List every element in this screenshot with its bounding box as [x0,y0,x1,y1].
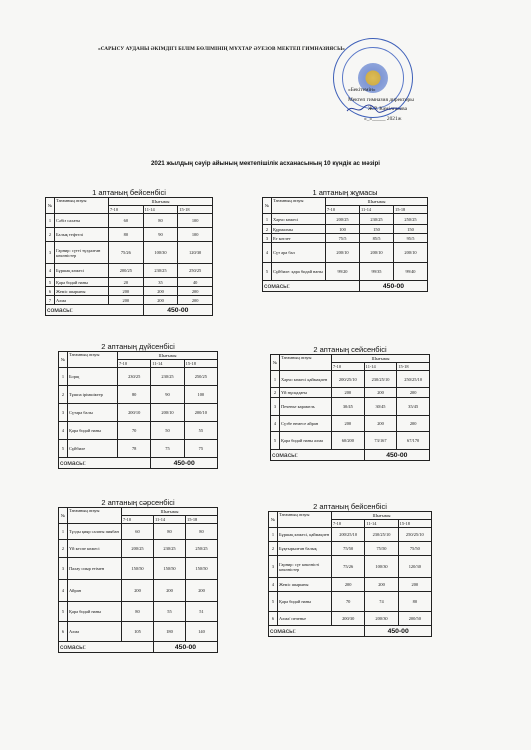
portion-value: 60/200 [332,432,365,450]
total-label: сомасы: [59,458,151,469]
portion-value: 75 [151,440,184,458]
approval-line-1: «Бекітемін» [348,87,376,93]
table-row [269,528,432,542]
age-group-header: 7-10 [326,206,360,214]
dish-name: Жеміс шырыны [55,287,109,296]
portion-value: 80 [143,214,178,228]
age-group-header: 7-10 [332,520,365,528]
dish-name: Сүзбе немесе айран [280,416,332,432]
table-row [46,242,213,264]
portion-value: 20 [109,278,144,287]
row-number: 3 [46,242,55,264]
portion-value: 200 [122,580,154,602]
dish-name: Қара бидай наны алма [280,432,332,450]
menu-block [262,188,428,292]
row-number: 5 [46,278,55,287]
portion-value: 150/50 [154,558,186,580]
table-row [269,578,432,592]
row-number: 2 [59,386,68,404]
portion-value: 230/25 [118,368,151,386]
portion-value: 250/25 [184,368,217,386]
table-row [269,556,432,578]
table-row [59,558,218,580]
dish-name: Алма [55,296,109,305]
portion-value: 230/25 [154,540,186,558]
row-number: 1 [271,371,280,388]
table-row [269,542,432,556]
total-row [46,305,213,316]
portion-value: 200 [398,578,431,592]
row-number: 3 [269,556,278,578]
col-portion-header: Шығымы [122,508,218,516]
portion-value: 80 [154,524,186,540]
row-number: 2 [46,228,55,242]
age-group-header: 15-18 [184,360,217,368]
table-row [59,368,218,386]
menu-table-slot [58,507,218,653]
portion-value: 95/5 [394,234,428,243]
portion-value: 200/10 [360,243,394,263]
row-number: 7 [46,296,55,305]
row-number: 6 [46,287,55,296]
table-row [263,225,428,234]
total-value: 450-00 [364,450,429,461]
col-portion-header: Шығымы [109,198,213,206]
portion-value: 35 [143,278,178,287]
menu-block [45,188,213,316]
portion-value: 150 [360,225,394,234]
col-portion-header: Шығымы [332,355,430,363]
portion-value: 200/25 [326,214,360,225]
menu-table-slot [270,354,430,461]
age-group-header: 7-10 [122,516,154,524]
portion-value: 200 [154,580,186,602]
dish-name: Борщ [68,368,118,386]
table-row [271,398,430,416]
portion-value: 200/30 [365,612,398,626]
portion-value: 200 [178,287,213,296]
portion-value: 200 [109,296,144,305]
portion-value: 99/20 [326,263,360,281]
dish-name: Үй нұсқадағы [280,388,332,398]
portion-value: 80 [118,386,151,404]
portion-value: 200 [332,578,365,592]
day-heading: 1 аптаның бейсенбісі [92,188,166,197]
row-number: 1 [269,528,278,542]
table-row [263,243,428,263]
dish-name: Харчо көжесі қаймақпен [280,371,332,388]
age-group-header: 7-10 [332,363,365,371]
dish-name: Гарнир: сүтті тұздалған көкөністер [55,242,109,264]
dish-name: Сүт ара бал [272,243,326,263]
age-group-header: 15-18 [186,516,218,524]
table-row [46,228,213,242]
col-name-header: Тағамның атауы [68,508,122,524]
row-number: 5 [59,440,68,458]
menu-table [58,351,218,469]
dish-name: Сүтара балы [68,404,118,422]
total-value: 450-00 [365,626,432,637]
dish-name: Харчо көжесі [272,214,326,225]
portion-value: 30/45 [364,398,397,416]
approval-line-3: Ж.Р. Кәмілғазова [368,106,408,112]
portion-value: 99/40 [394,263,428,281]
row-number: 5 [269,592,278,612]
dish-name: Қара бидай наны [68,422,118,440]
menu-table-slot [58,351,218,469]
portion-value: 200 [364,388,397,398]
table-row [59,440,218,458]
col-name-header: Тағамның атауы [272,198,326,214]
age-group-header: 11-14 [365,520,398,528]
portion-value: 100 [178,228,213,242]
menu-table [268,511,432,637]
col-portion-header: Шығымы [332,512,432,520]
portion-value: 200 [332,416,365,432]
portion-value: 200/10 [118,404,151,422]
row-number: 2 [59,540,68,558]
table-row [59,386,218,404]
dish-name: Гарнир: сүт көкөністі көкөністер [278,556,332,578]
col-name-header: Тағамның атауы [278,512,332,528]
total-label: сомасы: [271,450,365,461]
table-row [271,371,430,388]
portion-value: 200/10 [326,243,360,263]
row-number: 1 [263,214,272,225]
dish-name: Печенье карамель [280,398,332,416]
dish-name: Үй кеспе көжесі [68,540,122,558]
portion-value: 99/35 [360,263,394,281]
dish-name: Жеміс шырыны [278,578,332,592]
portion-value: 80 [186,524,218,540]
table-row [271,388,430,398]
total-value: 450-00 [154,642,218,653]
portion-value: 200/50 [398,612,431,626]
dish-name: Бұршақ көжесі, қаймақпен [278,528,332,542]
dish-name: Сәбіз салаты [55,214,109,228]
portion-value: 30/45 [332,398,365,416]
row-number: 4 [59,580,68,602]
day-heading: 2 аптаның сәрсенбісі [101,498,175,507]
menu-block [58,342,218,469]
row-number: 4 [59,422,68,440]
dish-name: Құрмалмы [272,225,326,234]
school-header: «САРЫСУ АУДАНЫ ӘКІМДІГІ БІЛІМ БӨЛІМІНІҢ МҰХТАР ӘУЕЗОВ МЕКТЕП ГИМНАЗИЯСЫ» [98,46,345,52]
menu-table [262,197,428,292]
dish-name: Алма [68,622,122,642]
portion-value: 200 [143,296,178,305]
approval-line-2: Мектеп гимназия директоры [348,96,414,103]
portion-value: 250/25/10 [398,528,431,542]
col-name-header: Тағамның атауы [68,352,118,368]
dish-name: Ет котлет [272,234,326,243]
col-number-header: № [59,352,68,368]
portion-value: 200 [178,296,213,305]
dish-name: Балық тефтелі [55,228,109,242]
dish-name: Сұйбиле [68,440,118,458]
table-row [46,264,213,278]
dish-name: Палау сиыр етімен [68,558,122,580]
col-number-header: № [59,508,68,524]
portion-value: 120/30 [178,242,213,264]
row-number: 2 [271,388,280,398]
col-number-header: № [269,512,278,528]
menu-block [268,502,432,637]
dish-name: Бұршақ көжесі [55,264,109,278]
table-row [59,422,218,440]
portion-value: 250/25 [186,540,218,558]
dish-name: Айран [68,580,122,602]
age-group-header: 15-18 [394,206,428,214]
dish-name: Алма/ печенье [278,612,332,626]
portion-value: 150 [394,225,428,234]
portion-value: 230/25/10 [365,528,398,542]
portion-value: 200 [365,578,398,592]
menu-block [270,345,430,461]
portion-value: 230/25 [151,368,184,386]
portion-value: 250/25/10 [397,371,430,388]
col-name-header: Тағамның атауы [55,198,109,214]
menu-title: 2021 жылдың сәуір айының мектепішілік асханасының 10 күндік ас мәзірі [150,160,380,167]
portion-value: 70 [118,422,151,440]
portion-value: 120/30 [398,556,431,578]
row-number: 2 [269,542,278,556]
row-number: 3 [59,558,68,580]
table-row [271,432,430,450]
portion-value: 200 [332,388,365,398]
row-number: 4 [263,243,272,263]
row-number: 3 [59,404,68,422]
portion-value: 75/50 [332,542,365,556]
row-number: 4 [271,416,280,432]
age-group-header: 7-10 [118,360,151,368]
portion-value: 100 [184,386,217,404]
total-label: сомасы: [269,626,365,637]
portion-value: 90 [151,386,184,404]
portion-value: 51 [186,602,218,622]
portion-value: 75 [184,440,217,458]
total-value: 450-00 [143,305,212,316]
portion-value: 75/50 [365,542,398,556]
day-heading: 2 аптаның сейсенбісі [313,345,387,354]
portion-value: 105 [122,622,154,642]
row-number: 5 [59,602,68,622]
total-label: сомасы: [59,642,154,653]
menu-table-slot [45,197,213,316]
row-number: 3 [271,398,280,416]
age-group-header: 11-14 [364,363,397,371]
table-row [46,296,213,305]
menu-table-slot [268,511,432,637]
row-number: 5 [271,432,280,450]
total-row [59,642,218,653]
portion-value: 200/10 [151,404,184,422]
portion-value: 90 [143,228,178,242]
table-row [269,612,432,626]
portion-value: 35/45 [397,398,430,416]
age-group-header: 11-14 [154,516,186,524]
portion-value: 80 [122,602,154,622]
age-group-header: 7-10 [109,206,144,214]
row-number: 5 [263,263,272,281]
portion-value: 85/5 [360,234,394,243]
total-row [59,458,218,469]
portion-value: 250/25 [394,214,428,225]
menu-table [58,507,218,653]
row-number: 4 [269,578,278,592]
portion-value: 40 [178,278,213,287]
portion-value: 67/170 [397,432,430,450]
portion-value: 200/25/10 [332,528,365,542]
portion-value: 200/30 [332,612,365,626]
portion-value: 75/26 [109,242,144,264]
menu-table [270,354,430,461]
menu-table [45,197,213,316]
col-number-header: № [271,355,280,371]
portion-value: 200 [109,287,144,296]
table-row [271,416,430,432]
table-row [59,580,218,602]
signature [345,102,405,116]
portion-value: 80 [398,592,431,612]
col-portion-header: Шығымы [326,198,428,206]
portion-value: 75/50 [398,542,431,556]
portion-value: 55 [154,602,186,622]
table-row [59,524,218,540]
portion-value: 200 [364,416,397,432]
portion-value: 150/50 [186,558,218,580]
dish-name: Сұйбиле: қара бидай наны [272,263,326,281]
row-number: 6 [59,622,68,642]
table-row [269,592,432,612]
table-row [263,263,428,281]
table-row [46,278,213,287]
row-number: 3 [263,234,272,243]
row-number: 4 [46,264,55,278]
total-row [269,626,432,637]
portion-value: 60 [109,214,144,228]
table-row [46,287,213,296]
portion-value: 100 [326,225,360,234]
portion-value: 100 [178,214,213,228]
portion-value: 200 [186,580,218,602]
portion-value: 200/25 [109,264,144,278]
portion-value: 100/30 [143,242,178,264]
portion-value: 74 [365,592,398,612]
portion-value: 250/25 [178,264,213,278]
portion-value: 50 [151,422,184,440]
portion-value: 200/10 [184,404,217,422]
row-number: 1 [46,214,55,228]
row-number: 1 [59,368,68,386]
portion-value: 80 [109,228,144,242]
total-label: сомасы: [46,305,144,316]
total-row [271,450,430,461]
portion-value: 75/5 [326,234,360,243]
table-row [263,234,428,243]
dish-name: Қара бидай наны [278,592,332,612]
day-heading: 2 аптаның дүйсенбісі [101,342,175,351]
menu-block [58,498,218,653]
dish-name: Қара бидай наны [55,278,109,287]
portion-value: 230/25/10 [364,371,397,388]
total-label: сомасы: [263,281,360,292]
dish-name: Тұшпа ірімшіктер [68,386,118,404]
age-group-header: 15-18 [397,363,430,371]
dish-name: Қара бидай наны [68,602,122,622]
portion-value: 73/167 [364,432,397,450]
portion-value: 78 [118,440,151,458]
table-row [46,214,213,228]
col-number-header: № [46,198,55,214]
portion-value: 200/25/10 [332,371,365,388]
col-number-header: № [263,198,272,214]
day-heading: 1 аптаның жұмасы [312,188,378,197]
row-number: 2 [263,225,272,234]
col-name-header: Тағамның атауы [280,355,332,371]
portion-value: 200/10 [394,243,428,263]
total-value: 450-00 [360,281,428,292]
row-number: 6 [269,612,278,626]
portion-value: 200 [397,388,430,398]
portion-value: 200 [397,416,430,432]
approval-line-4: «_»_____ 2021ж [364,115,402,122]
age-group-header: 11-14 [360,206,394,214]
age-group-header: 15-18 [398,520,431,528]
portion-value: 150/50 [122,558,154,580]
menu-table-slot [262,197,428,292]
age-group-header: 15-18 [178,206,213,214]
portion-value: 230/25 [143,264,178,278]
age-group-header: 11-14 [151,360,184,368]
portion-value: 230/25 [360,214,394,225]
row-number: 1 [59,524,68,540]
age-group-header: 11-14 [143,206,178,214]
total-value: 450-00 [151,458,218,469]
portion-value: 75/26 [332,556,365,578]
dish-name: Бұқтырылған балық [278,542,332,556]
table-row [59,540,218,558]
portion-value: 60 [122,524,154,540]
portion-value: 100/30 [365,556,398,578]
portion-value: 140 [186,622,218,642]
portion-value: 180 [154,622,186,642]
table-row [59,622,218,642]
table-row [263,214,428,225]
portion-value: 70 [332,592,365,612]
table-row [59,404,218,422]
total-row [263,281,428,292]
portion-value: 55 [184,422,217,440]
dish-name: Тұзды қияр салаты пиябан [68,524,122,540]
portion-value: 200 [143,287,178,296]
day-heading: 2 аптаның бейсенбісі [313,502,387,511]
col-portion-header: Шығымы [118,352,218,360]
table-row [59,602,218,622]
portion-value: 200/25 [122,540,154,558]
